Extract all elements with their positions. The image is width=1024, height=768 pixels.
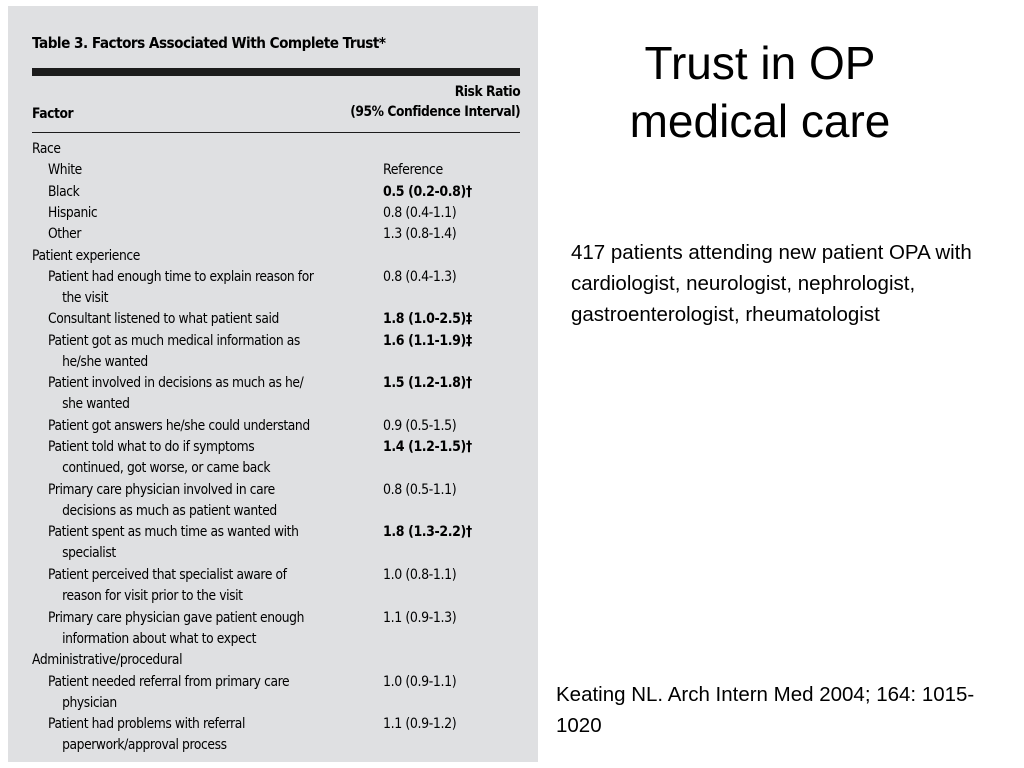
table-row-factor-text: Patient had enough time to explain reason for [48, 268, 314, 285]
table-row-factor [48, 309, 279, 330]
slide-body-text: 417 patients attending new patient OPA with cardiologist, neurologist, nephrologist, gastroenterologist, rheumatologist [571, 241, 972, 326]
table-row-factor-continuation: he/she wanted [62, 353, 148, 370]
table-row-value: 1.3 (0.8-1.4) [383, 226, 457, 243]
table-row-factor-continuation: specialist [62, 545, 116, 562]
table-image-panel [8, 6, 538, 762]
table-row-factor [48, 373, 303, 415]
slide-citation: Keating NL. Arch Intern Med 2004; 164: 1015-1020 [556, 683, 975, 737]
table-row-factor [48, 672, 289, 714]
table-row-factor-continuation: physician [62, 694, 117, 711]
table-title: Table 3. Factors Associated With Complete Trust* [32, 34, 386, 52]
table-row-factor-text: Patient needed referral from primary care [48, 673, 290, 690]
table-top-rule [32, 68, 520, 76]
table-row-value: 1.5 (1.2-1.8)† [383, 375, 472, 392]
table-row-value: 1.8 (1.0-2.5)‡ [383, 311, 472, 328]
table-row-value: 0.8 (0.5-1.1) [383, 481, 457, 498]
table-row-factor [48, 480, 277, 522]
table-row-factor-text: Patient had problems with referral [48, 716, 245, 733]
table-row-factor-continuation: information about what to expect [62, 630, 257, 647]
table-row-factor [48, 160, 82, 181]
table-row-factor [32, 650, 182, 671]
table-row-value: 0.5 (0.2-0.8)† [383, 183, 472, 200]
table-row-factor [48, 522, 298, 564]
table-row-factor [48, 437, 270, 479]
table-row-factor [48, 565, 287, 607]
table-header-risk-ratio-line2: (95% Confidence Interval) [349, 104, 520, 120]
table-row-factor [48, 182, 79, 203]
table-row-value: 0.8 (0.4-1.3) [383, 268, 457, 285]
table-row-factor-text: Race [32, 141, 61, 157]
table-row-factor-continuation: reason for visit prior to the visit [62, 588, 243, 604]
table-row-factor-continuation: paperwork/approval process [62, 737, 227, 754]
table-row-factor-text: Patient got answers he/she could understand [48, 417, 310, 434]
table-row-factor-text: Primary care physician gave patient enough [48, 609, 305, 626]
table-row-factor [48, 416, 310, 437]
table-row-factor [48, 224, 81, 245]
table-row-value: 1.6 (1.1-1.9)‡ [383, 332, 472, 349]
table-row-factor-text: Patient experience [32, 247, 140, 264]
table-row-factor-text: Patient told what to do if symptoms [48, 439, 255, 456]
table-row-factor [48, 331, 300, 373]
table-row-factor-text: Black [48, 183, 80, 200]
table-row-factor-text: Consultant listened to what patient said [48, 311, 279, 328]
table-row-value: 1.1 (0.9-1.3) [383, 609, 457, 626]
table-row-factor-text: Primary care physician involved in care [48, 481, 275, 498]
slide-title: Trust in OP medical care [629, 37, 891, 147]
table-row-factor [32, 139, 61, 160]
table-header-risk-ratio [350, 82, 520, 122]
table-row-factor-text: White [48, 162, 82, 179]
table-row-factor-text: Other [48, 226, 82, 243]
table-row-value: 1.0 (0.8-1.1) [383, 567, 457, 583]
table-header-factor: Factor [32, 106, 74, 122]
table-row-factor-text: Hispanic [48, 204, 98, 221]
table-row-value: 1.8 (1.3-2.2)† [383, 524, 472, 541]
table-row-factor [48, 203, 97, 224]
table-row-value: 0.9 (0.5-1.5) [383, 417, 457, 434]
table-row-factor-continuation: the visit [62, 289, 109, 306]
table-row-value: 1.1 (0.9-1.2) [383, 716, 457, 733]
table-row-factor-continuation: she wanted [62, 396, 130, 413]
table-row-factor-continuation: decisions as much as patient wanted [62, 502, 277, 519]
table-row-value: 1.0 (0.9-1.1) [383, 673, 457, 690]
table-row-factor-text: Administrative/procedural [32, 652, 183, 669]
table-row-value: 1.4 (1.2-1.5)† [383, 439, 472, 456]
table-row-factor-text: Patient perceived that specialist aware of [48, 567, 287, 583]
table-row-factor-text: Patient involved in decisions as much as he/ [48, 375, 304, 392]
table-row-factor [48, 714, 245, 756]
table-row-factor-text: Patient got as much medical information as [48, 332, 300, 349]
table-row-value: Reference [383, 162, 443, 179]
table-header-rule [32, 132, 520, 133]
table-header-risk-ratio-line1: Risk Ratio [454, 84, 520, 100]
table-row-factor-continuation: continued, got worse, or came back [62, 460, 271, 477]
table-row-value: 0.8 (0.4-1.1) [383, 204, 457, 221]
table-row-factor [48, 267, 314, 309]
table-row-factor-text: Patient spent as much time as wanted with [48, 524, 299, 541]
table-row-factor [48, 608, 304, 650]
table-row-factor [32, 246, 140, 267]
